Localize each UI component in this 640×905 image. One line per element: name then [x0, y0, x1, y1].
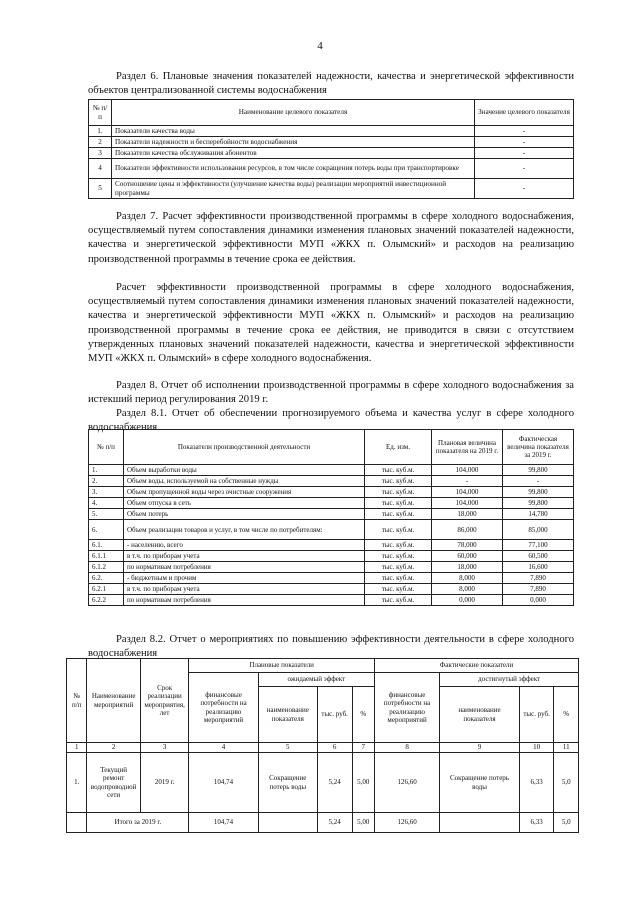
cell-name: Объем потерь: [124, 509, 365, 520]
cell-num: 5.: [89, 509, 124, 520]
cell-num: 6.2.1: [89, 584, 124, 595]
cell-fin-plan: 104,74: [189, 813, 258, 833]
cell-unit: тыс. куб.м.: [365, 498, 432, 509]
cell-num: 3.: [89, 487, 124, 498]
cell-num: 2: [89, 137, 112, 148]
cell-empty: [67, 813, 87, 833]
table-row: [89, 562, 574, 573]
cell-fact: 16,600: [503, 562, 574, 573]
cell-fact: 85,000: [503, 520, 574, 540]
cell-fin-plan: 104,74: [189, 753, 258, 813]
cell-rub2: 6,33: [519, 753, 554, 813]
cell-num: 1.: [67, 753, 87, 813]
cell-rub: 5,24: [317, 753, 352, 813]
cell-value: -: [475, 159, 574, 179]
cell-plan: 8,000: [432, 584, 503, 595]
cell-rub: 5,24: [317, 813, 352, 833]
cell-fact: -: [503, 476, 574, 487]
cell-unit: тыс. куб.м.: [365, 540, 432, 551]
table-row: [89, 509, 574, 520]
cell-num: 4: [89, 159, 112, 179]
cell-fact: 7,890: [503, 573, 574, 584]
table-row: [89, 126, 574, 137]
cell-plan: 60,000: [432, 551, 503, 562]
col-num: 9: [440, 743, 520, 753]
cell-name: по нормативам потребления: [124, 562, 365, 573]
cell-unit: тыс. куб.м.: [365, 562, 432, 573]
cell-num: 1.: [89, 126, 112, 137]
cell-total-label: Итого за 2019 г.: [87, 813, 189, 833]
cell-unit: тыс. куб.м.: [365, 465, 432, 476]
cell-plan: 0,000: [432, 595, 503, 606]
th-num: № п/п: [67, 659, 87, 743]
cell-name: Объем воды, используемой на собственные нужды: [124, 476, 365, 487]
cell-empty: [258, 813, 317, 833]
cell-name: в т.ч. по приборам учета: [124, 584, 365, 595]
th-plan-group: Плановые показатели: [189, 659, 375, 673]
table-row: [89, 595, 574, 606]
table-row: [89, 476, 574, 487]
col-num: 8: [374, 743, 439, 753]
column-numbers-row: [67, 743, 579, 753]
cell-unit: тыс. куб.м.: [365, 487, 432, 498]
cell-empty: [440, 813, 520, 833]
cell-fact: 7,890: [503, 584, 574, 595]
cell-pct: 5,00: [352, 753, 374, 813]
cell-fact: 99,800: [503, 487, 574, 498]
th-fact-group: Фактические показатели: [374, 659, 578, 673]
cell-name: Объем пропущенной воды через очистные сооружения: [124, 487, 365, 498]
cell-fact: 99,800: [503, 498, 574, 509]
cell-pct: 5,00: [352, 813, 374, 833]
th-achieved-effect: достигнутый эффект: [440, 673, 579, 687]
cell-num: 5: [89, 179, 112, 199]
cell-plan: 104,000: [432, 487, 503, 498]
cell-unit: тыс. куб.м.: [365, 595, 432, 606]
cell-name: Показатели качества воды: [112, 126, 475, 137]
col-num: 5: [258, 743, 317, 753]
total-row: [67, 813, 579, 833]
cell-plan: 78,000: [432, 540, 503, 551]
cell-num: 6.2.2: [89, 595, 124, 606]
cell-plan: 104,000: [432, 465, 503, 476]
cell-name: - бюджетным и прочим: [124, 573, 365, 584]
cell-name: в т.ч. по приборам учета: [124, 551, 365, 562]
table-row: [89, 148, 574, 159]
cell-num: 6.1.2: [89, 562, 124, 573]
table-row: [89, 520, 574, 540]
th-term: Срок реализации мероприятия, лет: [140, 659, 188, 743]
cell-name: Объем реализации товаров и услуг, в том числе по потребителям:: [124, 520, 365, 540]
table-row: [89, 137, 574, 148]
cell-pct2: 5,0: [554, 813, 579, 833]
th-num: № п/п: [89, 100, 112, 126]
cell-fact: 14,780: [503, 509, 574, 520]
section8-paragraph: Раздел 8. Отчет об исполнении производственной программы в сфере холодного водоснабжения за истекший период регулирования 2019 г.: [88, 380, 574, 406]
cell-plan: 18,000: [432, 562, 503, 573]
cell-num: 6.2.: [89, 573, 124, 584]
section7-paragraph-1: Раздел 7. Расчет эффективности производственной программы в сфере холодного водоснабжения, осуществляемый путем сопоставления динамики изменения плановых значений показателей надежности, качества и энергетической эффективности МУП «ЖКХ п. Олымский» и расходов на реализацию производственной программы в течение срока ее действия.: [88, 211, 574, 265]
cell-name: Объем выработки воды: [124, 465, 365, 476]
th-name: Наименование целевого показателя: [112, 100, 475, 126]
cell-unit: тыс. куб.м.: [365, 584, 432, 595]
table-row: [89, 487, 574, 498]
table-row: [89, 179, 574, 199]
cell-plan: -: [432, 476, 503, 487]
cell-fin-fact: 126,60: [374, 813, 439, 833]
th-unit: Ед. изм.: [365, 430, 432, 465]
col-num: 3: [140, 743, 188, 753]
th-expected-effect: ожидаемый эффект: [258, 673, 374, 687]
th-pct: %: [352, 687, 374, 743]
cell-value: -: [475, 137, 574, 148]
section6-table: [88, 99, 574, 199]
cell-plan: 18,000: [432, 509, 503, 520]
cell-num: 4.: [89, 498, 124, 509]
th-indicator-name: наименование показателя: [258, 687, 317, 743]
cell-plan: 104,000: [432, 498, 503, 509]
section8-2-title: Раздел 8.2. Отчет о мероприятиях по повышению эффективности деятельности в сфере холодного водоснабжения: [88, 634, 574, 660]
th-num: № п/п: [89, 430, 124, 465]
th-rub2: тыс. руб.: [519, 687, 554, 743]
th-fin-fact: финансовые потребности на реализацию мероприятий: [374, 673, 439, 743]
th-pct2: %: [554, 687, 579, 743]
cell-unit: тыс. куб.м.: [365, 551, 432, 562]
th-name: Наименование мероприятий: [87, 659, 141, 743]
col-num: 10: [519, 743, 554, 753]
th-achieved-name: наименование показателя: [440, 687, 520, 743]
col-num: 7: [352, 743, 374, 753]
cell-num: 1.: [89, 465, 124, 476]
table-row: [89, 573, 574, 584]
table-row: [89, 551, 574, 562]
cell-value: -: [475, 126, 574, 137]
cell-rub2: 6,33: [519, 813, 554, 833]
cell-name: Показатели надежности и бесперебойности водоснабжения: [112, 137, 475, 148]
cell-num: 3: [89, 148, 112, 159]
cell-name: Показатели качества обслуживания абонентов: [112, 148, 475, 159]
th-plan: Плановая величина показателя на 2019 г.: [432, 430, 503, 465]
col-num: 1: [67, 743, 87, 753]
section8-1-title: Раздел 8.1. Отчет об обеспечении прогнозируемого объема и качества услуг в сфере холодного водоснабжения: [88, 408, 574, 434]
cell-fact: 0,000: [503, 595, 574, 606]
cell-name: Соотношение цены и эффективности (улучшение качества воды) реализации мероприятий инвестиционной программы: [112, 179, 475, 199]
cell-num: 6.: [89, 520, 124, 540]
cell-fact: 60,500: [503, 551, 574, 562]
table-row: [89, 540, 574, 551]
table-row: [89, 584, 574, 595]
col-num: 2: [87, 743, 141, 753]
cell-num: 2.: [89, 476, 124, 487]
cell-unit: тыс. куб.м.: [365, 476, 432, 487]
cell-value: -: [475, 148, 574, 159]
cell-fact: 99,800: [503, 465, 574, 476]
section8-2-table: [66, 658, 579, 833]
cell-unit: тыс. куб.м.: [365, 573, 432, 584]
table-row: [89, 159, 574, 179]
cell-achieved-indicator: Сокращение потерь воды: [440, 753, 520, 813]
cell-fact: 77,100: [503, 540, 574, 551]
col-num: 11: [554, 743, 579, 753]
col-num: 6: [317, 743, 352, 753]
section6-title: Раздел 6. Плановые значения показателей надежности, качества и энергетической эффективности объектов централизованной системы водоснабжения: [88, 71, 574, 97]
cell-name: по нормативам потребления: [124, 595, 365, 606]
th-value: Значение целевого показателя: [475, 100, 574, 126]
cell-pct2: 5,0: [554, 753, 579, 813]
cell-unit: тыс. куб.м.: [365, 520, 432, 540]
cell-name: Текущий ремонт водопроводной сети: [87, 753, 141, 813]
cell-num: 6.1.: [89, 540, 124, 551]
table-row: [89, 465, 574, 476]
cell-indicator: Сокращение потерь воды: [258, 753, 317, 813]
th-fact: Фактическая величина показателя за 2019 г.: [503, 430, 574, 465]
cell-plan: 86,000: [432, 520, 503, 540]
page-number: 4: [317, 40, 323, 52]
cell-name: Показатели эффективности использования ресурсов, в том числе сокращения потерь воды при транспортировке: [112, 159, 475, 179]
th-name: Показатели производственной деятельности: [124, 430, 365, 465]
cell-plan: 8,000: [432, 573, 503, 584]
cell-fin-fact: 126,60: [374, 753, 439, 813]
cell-num: 6.1.1: [89, 551, 124, 562]
table-row: [89, 498, 574, 509]
cell-term: 2019 г.: [140, 753, 188, 813]
section8-1-table: [88, 429, 574, 606]
cell-name: - населению, всего: [124, 540, 365, 551]
th-fin-plan: финансовые потребности на реализацию мероприятий: [189, 673, 258, 743]
col-num: 4: [189, 743, 258, 753]
cell-name: Объем отпуска в сеть: [124, 498, 365, 509]
th-rub: тыс. руб.: [317, 687, 352, 743]
table-row: [67, 753, 579, 813]
section7-paragraph-2: Расчет эффективности производственной программы в сфере холодного водоснабжения, осуществляемый путем сопоставления динамики изменения плановых значений показателей надежности, качества и энергетической эффективности МУП «ЖКХ п. Олымский» и расходов на реализацию производственной программы в течение срока ее действия, не приводится в связи с отсутствием утвержденных плановых значений показателей надежности, качества и энергетической эффективности МУП «ЖКХ п. Олымский» в сфере холодного водоснабжения.: [88, 282, 574, 365]
cell-value: -: [475, 179, 574, 199]
cell-unit: тыс. куб.м.: [365, 509, 432, 520]
